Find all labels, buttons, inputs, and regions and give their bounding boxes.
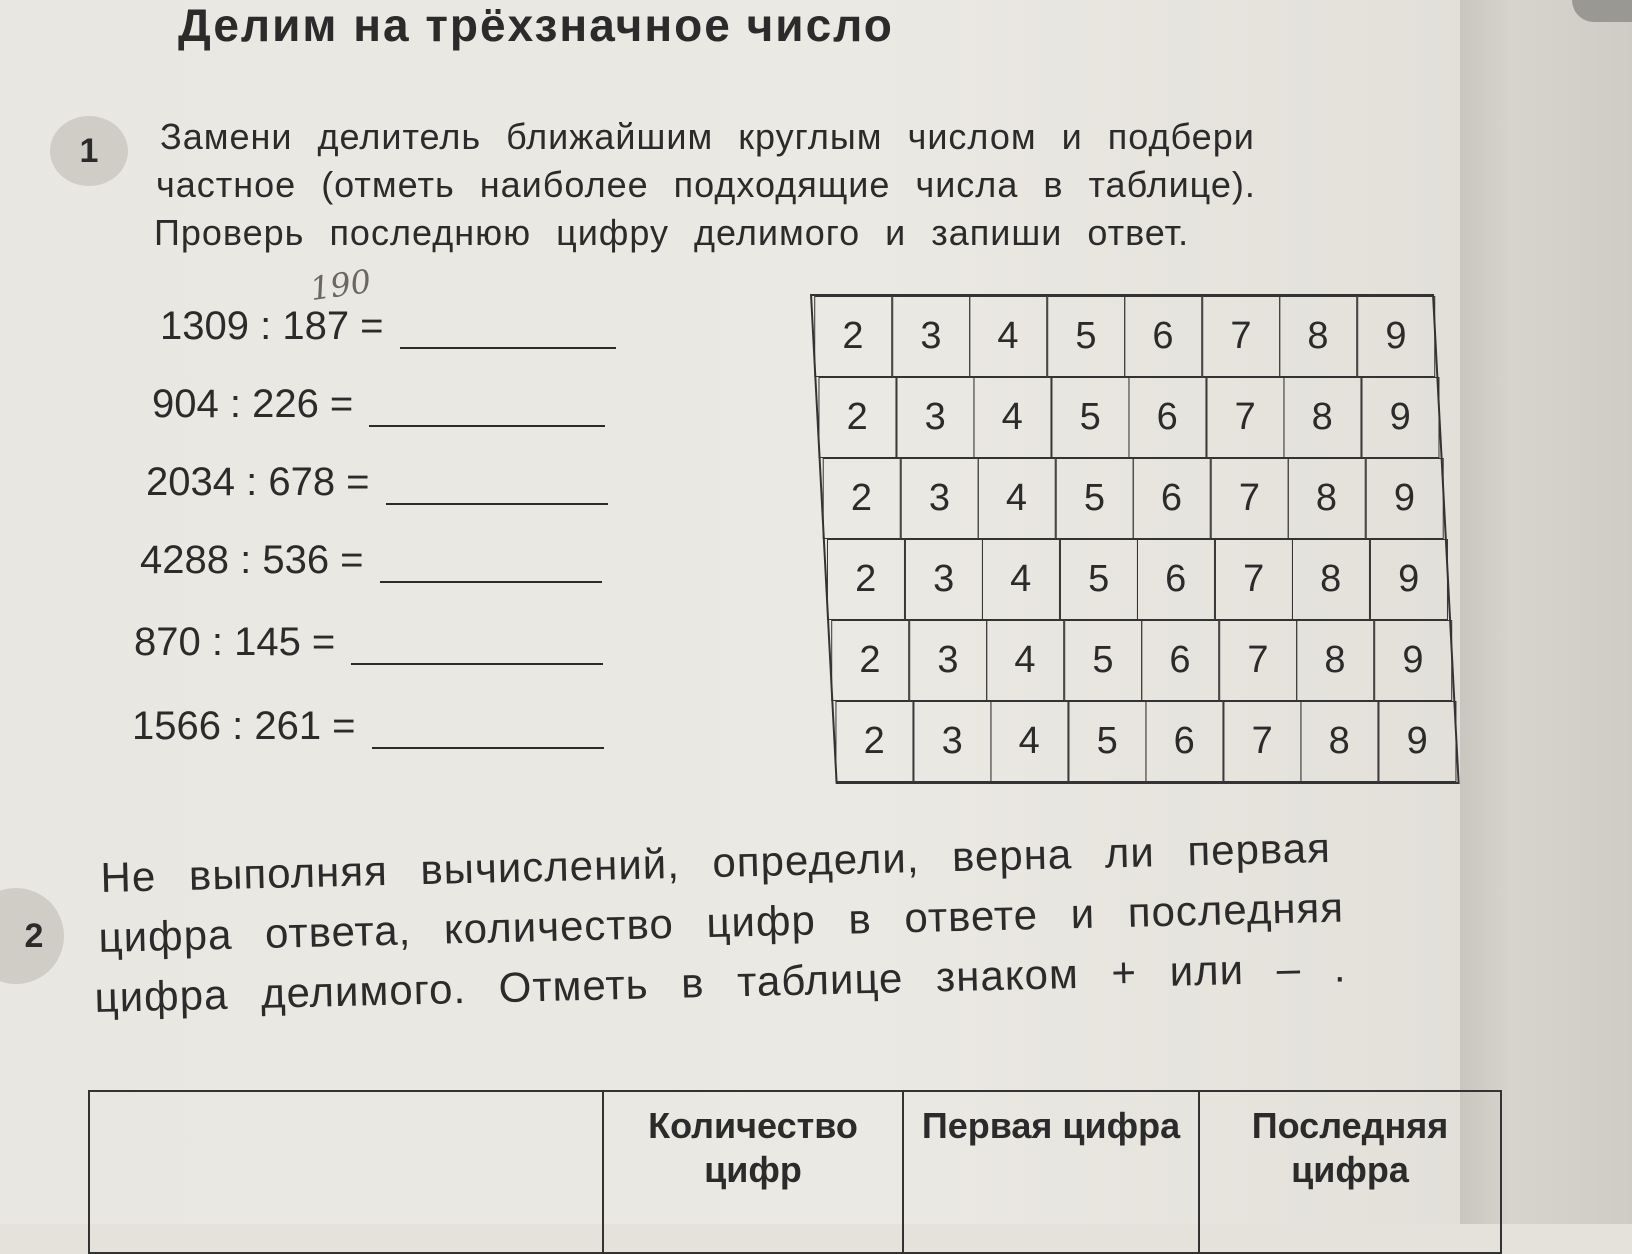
- digit-cell[interactable]: 5: [1055, 458, 1133, 539]
- digit-cell[interactable]: 5: [1059, 539, 1137, 620]
- digit-cell[interactable]: 6: [1141, 620, 1219, 701]
- equation-row: [140, 538, 602, 583]
- equation-text: 870 : 145 =: [134, 620, 336, 664]
- digit-cell[interactable]: 7: [1223, 701, 1301, 782]
- task-1-instruction-line-1: Замени делитель ближайшим круглым числом и подбери: [160, 116, 1255, 157]
- facing-page-edge: [1460, 0, 1632, 1224]
- digit-cell[interactable]: 3: [909, 620, 987, 701]
- digit-cell[interactable]: 2: [818, 377, 896, 458]
- table-header-digit-count: Количество цифр: [602, 1092, 902, 1252]
- table-header-last-digit: Последняя цифра: [1198, 1092, 1500, 1252]
- digit-cell[interactable]: 7: [1206, 377, 1284, 458]
- table-header-first-digit: Первая цифра: [902, 1092, 1198, 1252]
- equation-row: [146, 460, 608, 505]
- digit-cell[interactable]: 6: [1145, 701, 1223, 782]
- task-2-table: [88, 1090, 1502, 1254]
- equation-text: 2034 : 678 =: [146, 460, 370, 504]
- digit-cell[interactable]: 7: [1214, 539, 1292, 620]
- answer-blank[interactable]: [400, 311, 616, 349]
- digit-cell[interactable]: 9: [1357, 296, 1435, 377]
- digit-cell[interactable]: 8: [1283, 377, 1361, 458]
- equation-text: 4288 : 536 =: [140, 538, 364, 582]
- digit-cell[interactable]: 3: [904, 539, 982, 620]
- task-1-instruction-line-2: частное (отметь наиболее подходящие числа в таблице).: [156, 164, 1256, 205]
- digit-cell[interactable]: 4: [982, 539, 1060, 620]
- digit-cell[interactable]: 8: [1279, 296, 1357, 377]
- digit-cell[interactable]: 7: [1219, 620, 1297, 701]
- digit-cell[interactable]: 9: [1361, 377, 1439, 458]
- answer-blank[interactable]: [351, 627, 603, 665]
- equation-text: 1309 : 187 =: [160, 304, 384, 348]
- digit-choice-table: [810, 294, 1460, 784]
- digit-cell[interactable]: 3: [900, 458, 978, 539]
- answer-blank[interactable]: [386, 467, 608, 505]
- digit-cell[interactable]: 9: [1374, 620, 1452, 701]
- digit-cell[interactable]: 2: [823, 458, 901, 539]
- digit-cell[interactable]: 9: [1369, 539, 1447, 620]
- digit-cell[interactable]: 6: [1124, 296, 1202, 377]
- digit-cell[interactable]: 3: [892, 296, 970, 377]
- equation-row: [152, 382, 605, 427]
- handwritten-hint: 190: [307, 261, 374, 309]
- answer-blank[interactable]: [372, 711, 604, 749]
- digit-cell[interactable]: 4: [973, 377, 1051, 458]
- digit-cell[interactable]: 8: [1288, 458, 1366, 539]
- equation-text: 1566 : 261 =: [132, 704, 356, 748]
- digit-cell[interactable]: 7: [1202, 296, 1280, 377]
- answer-blank[interactable]: [369, 389, 605, 427]
- digit-cell[interactable]: 2: [814, 296, 892, 377]
- equation-row: [134, 620, 603, 665]
- equation-text: 904 : 226 =: [152, 382, 354, 426]
- page-title: Делим на трёхзначное число: [178, 0, 894, 51]
- digit-cell[interactable]: 8: [1296, 620, 1374, 701]
- digit-cell[interactable]: 2: [835, 701, 913, 782]
- digit-cell[interactable]: 9: [1378, 701, 1456, 782]
- task-1-number-badge: [50, 116, 128, 186]
- digit-cell[interactable]: 5: [1064, 620, 1142, 701]
- task-1-number: 1: [79, 131, 99, 170]
- digit-cell[interactable]: 3: [913, 701, 991, 782]
- digit-cell[interactable]: 5: [1068, 701, 1146, 782]
- equation-row: [160, 304, 616, 349]
- digit-cell[interactable]: 2: [827, 539, 905, 620]
- digit-cell[interactable]: 4: [990, 701, 1068, 782]
- digit-cell[interactable]: 5: [1047, 296, 1125, 377]
- digit-cell[interactable]: 8: [1292, 539, 1370, 620]
- task-2-instruction-line-1: Не выполняя вычислений, определи, верна ли первая: [100, 823, 1332, 901]
- digit-cell[interactable]: 2: [831, 620, 909, 701]
- digit-cell[interactable]: 6: [1133, 458, 1211, 539]
- digit-cell[interactable]: 7: [1210, 458, 1288, 539]
- digit-cell[interactable]: 5: [1051, 377, 1129, 458]
- digit-cell[interactable]: 9: [1365, 458, 1443, 539]
- digit-cell[interactable]: 4: [986, 620, 1063, 701]
- digit-cell[interactable]: 4: [969, 296, 1046, 377]
- task-2-number: 2: [24, 916, 44, 955]
- digit-cell[interactable]: 4: [978, 458, 1056, 539]
- task-1-instruction-line-3: Проверь последнюю цифру делимого и запиши ответ.: [154, 212, 1190, 253]
- equation-row: [132, 704, 604, 749]
- digit-cell[interactable]: 8: [1300, 701, 1378, 782]
- digit-cell[interactable]: 6: [1137, 539, 1215, 620]
- task-2-instruction-line-3: цифра делимого. Отметь в таблице знаком + или – .: [94, 943, 1347, 1021]
- digit-cell[interactable]: 3: [896, 377, 974, 458]
- digit-cell[interactable]: 6: [1128, 377, 1206, 458]
- task-2-instruction-line-2: цифра ответа, количество цифр в ответе и последняя: [98, 883, 1345, 961]
- answer-blank[interactable]: [380, 545, 602, 583]
- table-header-empty: [90, 1092, 602, 1252]
